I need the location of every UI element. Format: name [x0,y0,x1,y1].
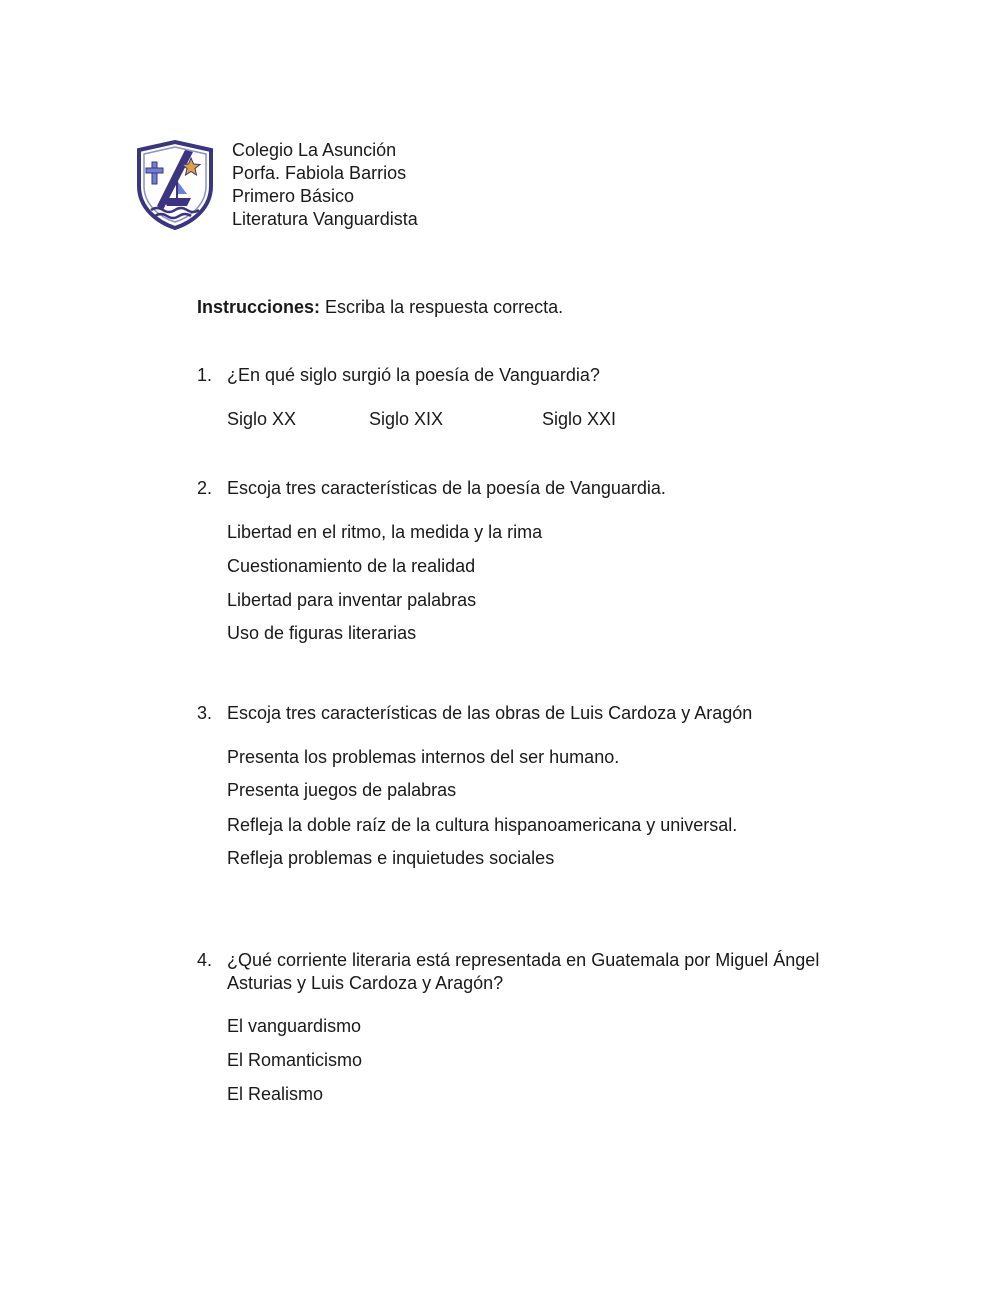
answer-option[interactable]: El Realismo [227,1084,324,1104]
question-number: 4. [197,950,213,970]
teacher-name: Porfa. Fabiola Barrios [232,163,407,183]
grade-level: Primero Básico [232,186,355,206]
question-text: Escoja tres características de la poesía de Vanguardia. [227,478,666,498]
answer-option[interactable]: Cuestionamiento de la realidad [227,556,476,576]
answer-option[interactable]: El vanguardismo [227,1016,362,1036]
answer-option[interactable]: Presenta juegos de palabras [227,780,457,800]
document-header [232,139,418,231]
subject-name: Literatura Vanguardista [232,209,418,229]
school-crest-logo [133,140,217,230]
school-name: Colegio La Asunción [232,140,397,160]
answer-option[interactable]: Siglo XXI [542,409,617,429]
answer-option[interactable]: Uso de figuras literarias [227,623,417,643]
question-text: ¿Qué corriente literaria está representada en Guatemala por Miguel Ángel Asturias y Luis Cardoza y Aragón? [227,950,820,993]
question-number: 2. [197,478,213,498]
instructions-text: Escriba la respuesta correcta. [325,297,564,317]
answer-option[interactable]: Siglo XX [227,409,297,429]
answer-option[interactable]: Siglo XIX [369,409,444,429]
question-text: Escoja tres características de las obras de Luis Cardoza y Aragón [227,703,753,723]
question-number: 3. [197,703,213,723]
answer-option[interactable]: El Romanticismo [227,1050,363,1070]
question-number: 1. [197,365,213,385]
answer-option[interactable]: Presenta los problemas internos del ser humano. [227,747,620,767]
answer-option[interactable]: Refleja problemas e inquietudes sociales [227,848,555,868]
instructions-label: Instrucciones: [197,297,321,317]
answer-option[interactable]: Refleja la doble raíz de la cultura hispanoamericana y universal. [227,815,738,835]
instructions [197,297,563,318]
question-text: ¿En qué siglo surgió la poesía de Vanguardia? [227,365,600,385]
answer-option[interactable]: Libertad en el ritmo, la medida y la rima [227,522,543,542]
answer-option[interactable]: Libertad para inventar palabras [227,590,477,610]
